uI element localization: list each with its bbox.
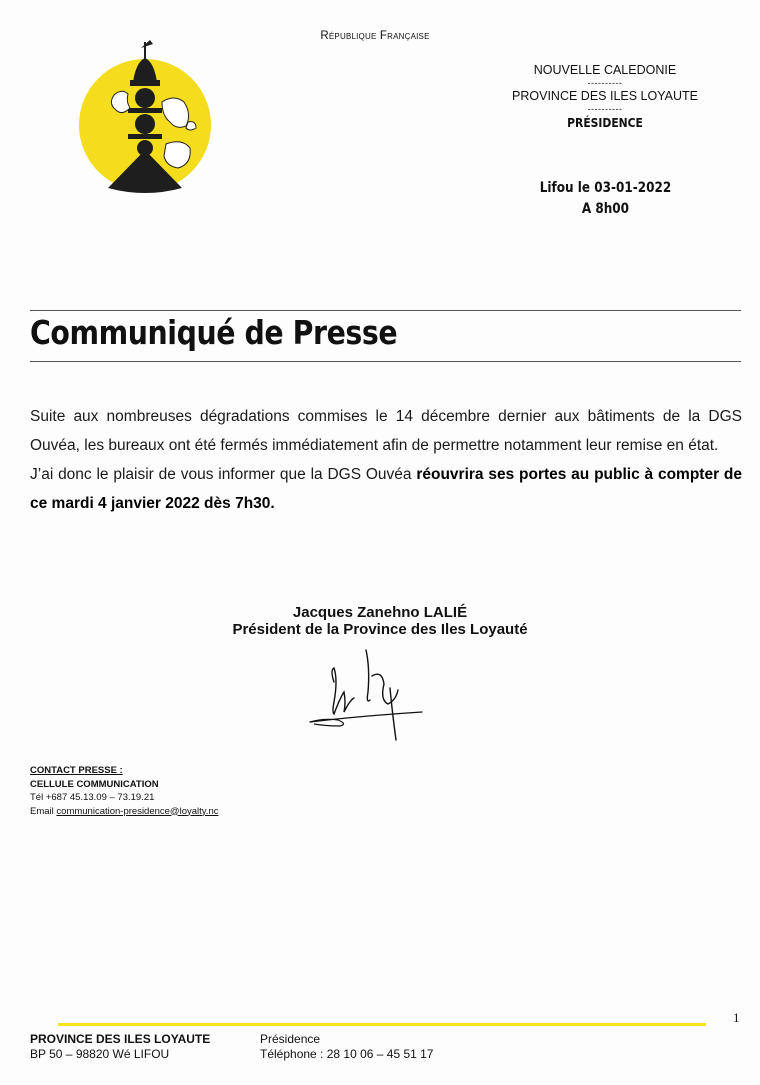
republique-first: R [320, 30, 329, 42]
province-name: PROVINCE DES ILES LOYAUTE [512, 89, 698, 103]
department: PRÉSIDENCE [567, 115, 643, 130]
footer-org: PROVINCE DES ILES LOYAUTE [30, 1032, 211, 1046]
republique-f: F [379, 30, 388, 42]
press-release-body [30, 402, 742, 518]
time-line: A 8h00 [581, 201, 629, 217]
signatory-name: Jacques Zanehno LALIÉ [292, 604, 468, 621]
contact-unit: CELLULE COMMUNICATION [30, 778, 159, 790]
date-block [500, 178, 710, 220]
title-rule-top [30, 310, 741, 311]
footer-yellow-line [58, 1023, 706, 1026]
contact-heading: CONTACT PRESSE : [30, 765, 123, 776]
paragraph-2-text: J’ai donc le plaisir de vous informer que la DGS Ouvéa [30, 466, 417, 483]
province-logo [78, 30, 213, 195]
footer-address: BP 50 – 98820 Wé LIFOU [30, 1047, 170, 1061]
contact-phone: Tél +687 45.13.09 – 73.19.21 [30, 792, 155, 803]
contact-email-label: Email [30, 805, 57, 817]
page-number: 1 [733, 1010, 740, 1025]
contact-email-line [30, 805, 218, 819]
republique-francaise [280, 30, 470, 42]
paragraph-1: Suite aux nombreuses dégradations commises le 14 décembre dernier aux bâtiments de la DGS Ouvéa, les bureaux ont été fermés immédiatement afin de permettre notamment leur remise en état. [30, 408, 742, 454]
separator-1: ---------- [587, 78, 623, 88]
republique-rest2: rançaise [387, 30, 430, 42]
separator-2: ---------- [587, 104, 623, 114]
signature-block [190, 604, 570, 638]
paragraph-2-bold: réouvrira ses portes au public à compter de ce mardi 4 janvier 2022 dès 7h30. [30, 466, 743, 512]
header-right-block [490, 62, 720, 132]
paragraph-2 [30, 460, 742, 518]
contact-email-link[interactable]: communication-presidence@loyalty.nc [56, 805, 219, 817]
footer-service: Présidence [260, 1032, 321, 1046]
republique-rest: épublique [328, 30, 380, 42]
signatory-role: Président de la Province des Iles Loyauté [232, 621, 528, 638]
territory: NOUVELLE CALEDONIE [533, 63, 677, 77]
press-contact [30, 764, 218, 818]
footer-service-block [260, 1032, 433, 1062]
handwritten-signature [300, 640, 430, 745]
date-line: Lifou le 03-01-2022 [539, 180, 671, 196]
footer-phone: Téléphone : 28 10 06 – 45 51 17 [260, 1047, 434, 1061]
page-title: Communiqué de Presse [30, 313, 398, 352]
footer-org-block [30, 1032, 210, 1062]
title-rule-bottom [30, 361, 741, 362]
